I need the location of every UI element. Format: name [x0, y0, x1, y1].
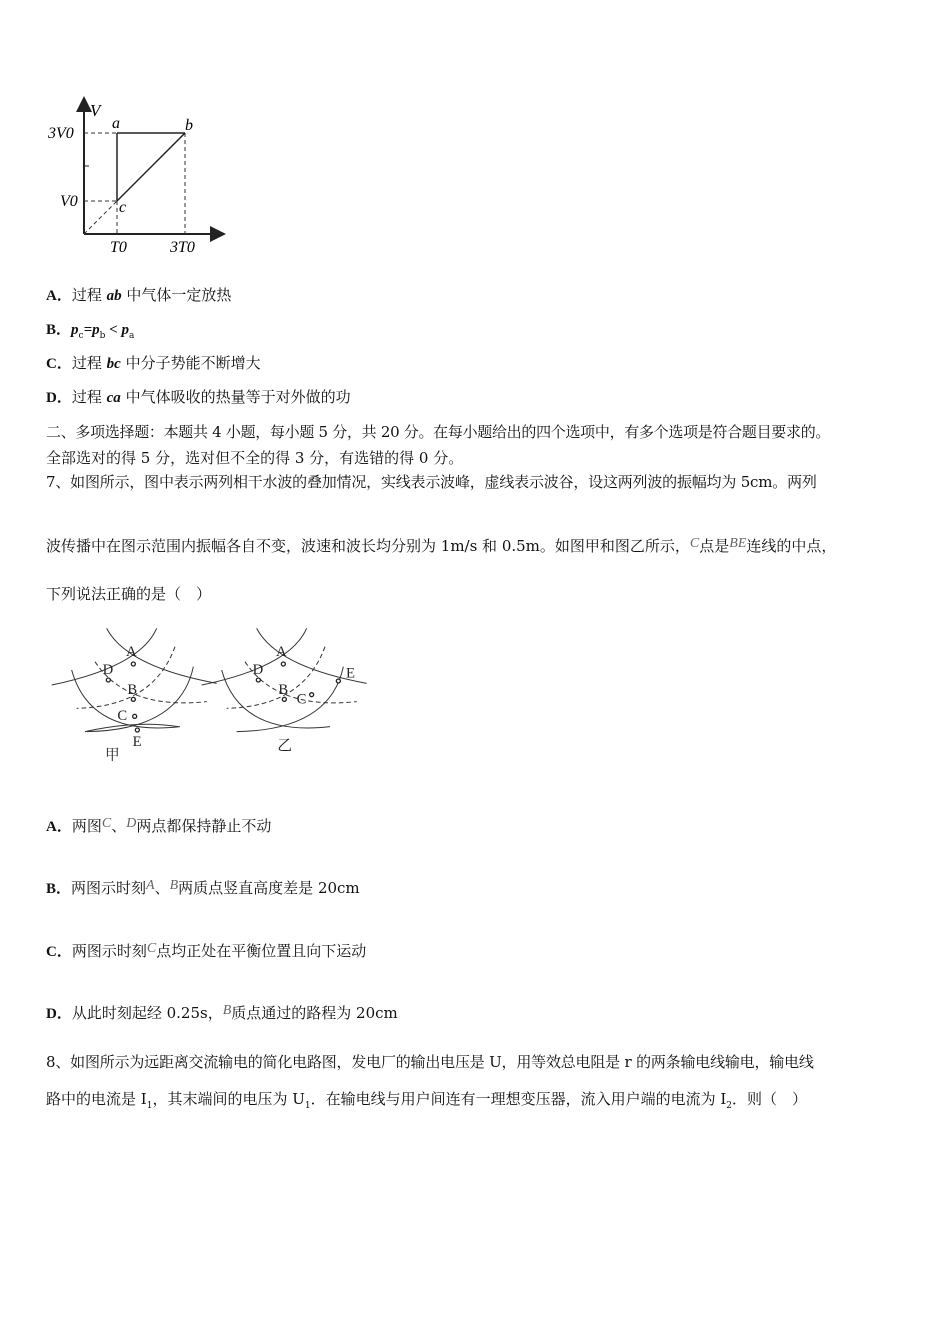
svg-text:C: C	[296, 691, 307, 708]
section2-line1: 二、多项选择题：本题共 4 小题，每小题 5 分，共 20 分。在每小题给出的四个选项中，有多个选项是符合题目要求的。	[46, 423, 831, 441]
q7-line3: 下列说法正确的是（ ）	[46, 585, 212, 603]
svg-text:E: E	[132, 734, 142, 750]
svg-text:V: V	[90, 101, 101, 120]
svg-text:D: D	[102, 662, 114, 678]
q7-option-b: B．两图示时刻A、B两质点竖直高度差是 20cm	[46, 878, 360, 897]
svg-text:T0: T0	[110, 239, 127, 256]
svg-text:乙: 乙	[277, 738, 293, 754]
q8-line1: 8、如图所示为远距离交流输电的简化电路图，发电厂的输出电压是 U，用等效总电阻是 r 的两条输电线输电，输电线	[46, 1053, 814, 1071]
svg-text:V0: V0	[60, 193, 78, 210]
svg-text:b: b	[185, 117, 193, 134]
svg-text:c: c	[119, 199, 127, 216]
svg-text:a: a	[112, 115, 120, 132]
svg-text:C: C	[117, 708, 128, 724]
q6-option-d: D．过程 ca 中气体吸收的热量等于对外做的功	[46, 388, 351, 406]
q6-option-c: C．过程 bc 中分子势能不断增大	[46, 354, 261, 372]
wave-figures	[40, 620, 380, 770]
svg-text:3V0: 3V0	[48, 125, 74, 142]
q6-option-b: B．$p_c=p_b < p_a$	[46, 322, 135, 341]
svg-text:E: E	[346, 665, 355, 682]
svg-text:甲: 甲	[105, 747, 120, 764]
q8-line2: 路中的电流是 $I_1$，其末端间的电压为 $U_1$．在输电线与用户间连有一理想变压器，流入用户端的电流为 $I_2$．则（ ）	[46, 1090, 808, 1111]
q7-option-d: D．从此时刻起经 0.25s，B质点通过的路程为 20cm	[46, 1003, 398, 1022]
svg-text:A: A	[126, 644, 137, 660]
svg-text:3T0: 3T0	[170, 239, 195, 256]
svg-text:D: D	[252, 662, 264, 678]
svg-text:B: B	[278, 682, 289, 698]
svg-text:B: B	[127, 682, 138, 698]
section2-line2: 全部选对的得 5 分，选对但不全的得 3 分，有选错的得 0 分。	[46, 449, 464, 467]
vt-graph	[40, 90, 240, 260]
svg-text:A: A	[276, 644, 287, 660]
q7-option-a: A．两图C、D两点都保持静止不动	[46, 816, 272, 835]
q7-option-c: C．两图示时刻C点均正处在平衡位置且向下运动	[46, 941, 367, 960]
q7-line1: 7、如图所示，图中表示两列相干水波的叠加情况，实线表示波峰，虚线表示波谷，设这两列波的振幅均为 5cm。两列	[46, 473, 817, 491]
q6-option-a: A．过程 ab 中气体一定放热	[46, 286, 232, 304]
q7-line2: 波传播中在图示范围内振幅各自不变，波速和波长均分别为 1m/s 和 0.5m。如图甲和图乙所示，C点是BE连线的中点，	[46, 536, 837, 555]
